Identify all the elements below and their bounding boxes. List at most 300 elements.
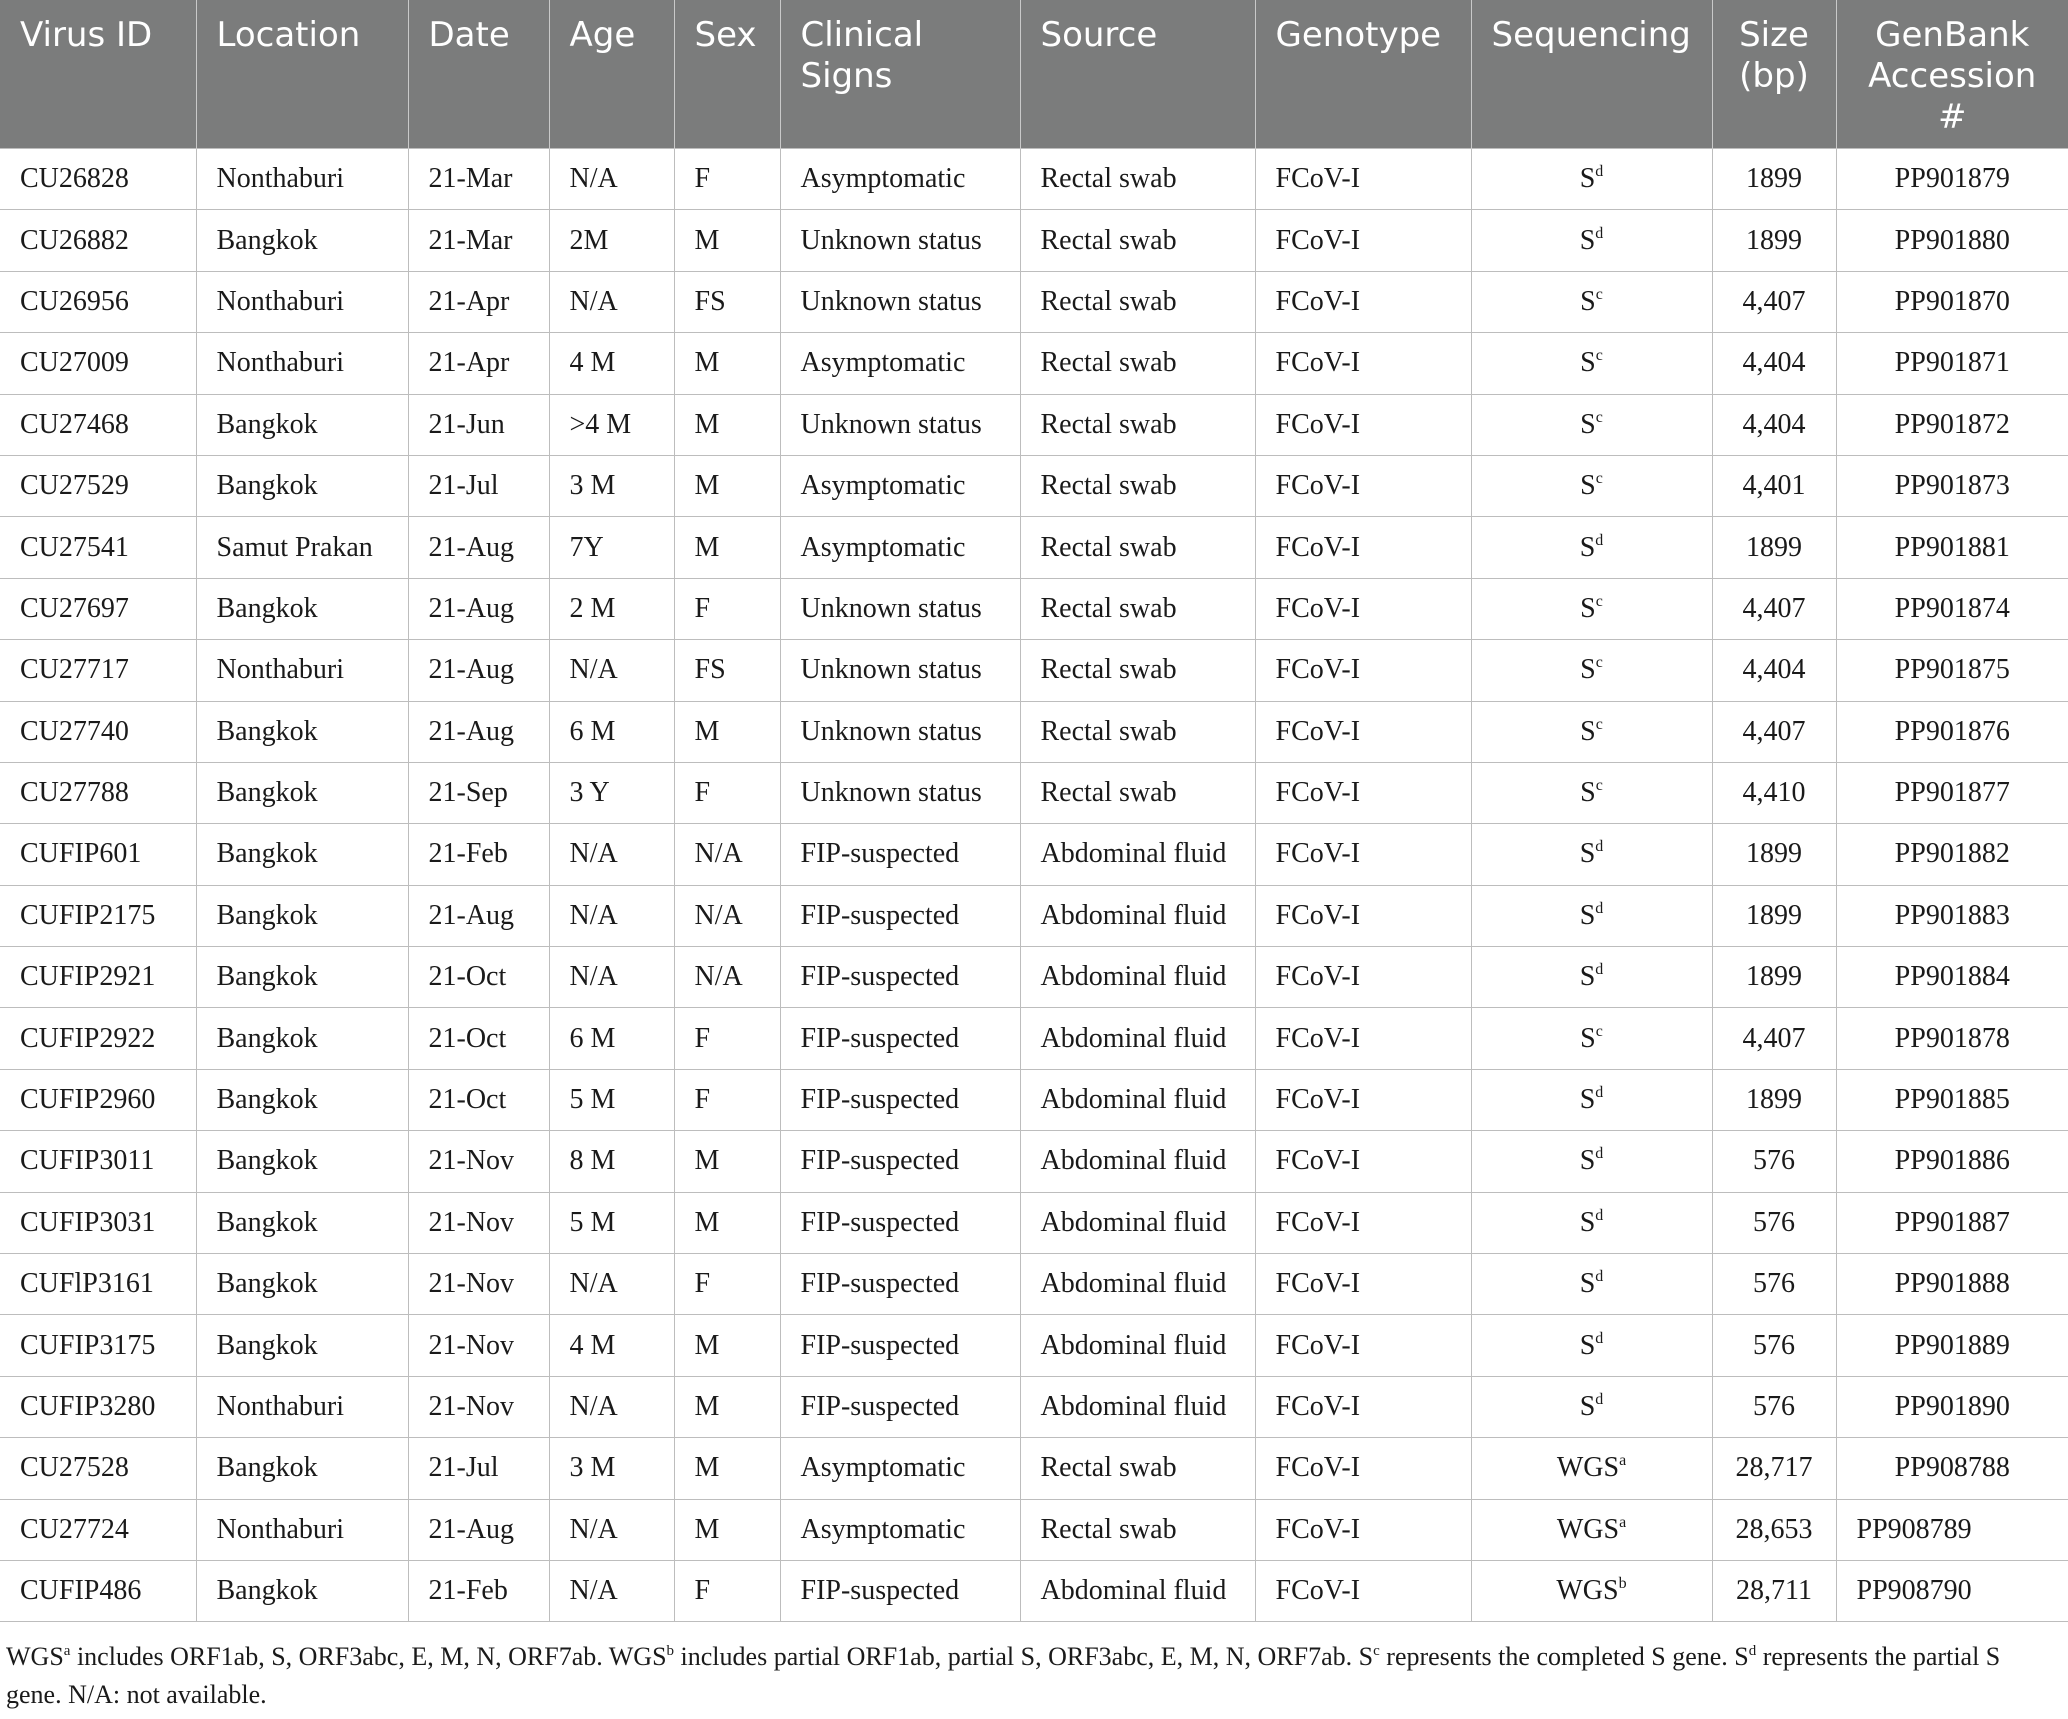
cell-sequencing [1471, 333, 1712, 394]
cell-virus-id: CUFIP486 [0, 1560, 196, 1621]
cell-age: 4 M [549, 1315, 674, 1376]
cell-age: N/A [549, 640, 674, 701]
cell-sequencing [1471, 762, 1712, 823]
table-header-row [0, 0, 2068, 149]
cell-clinical-signs: Unknown status [780, 701, 1020, 762]
cell-genotype: FCoV-I [1255, 1131, 1471, 1192]
cell-virus-id: CU27788 [0, 762, 196, 823]
cell-size: 1899 [1712, 149, 1836, 210]
cell-genotype: FCoV-I [1255, 762, 1471, 823]
cell-virus-id: CUFlP3161 [0, 1254, 196, 1315]
cell-source: Abdominal fluid [1020, 1560, 1255, 1621]
cell-clinical-signs: Unknown status [780, 210, 1020, 271]
cell-genbank-accession: PP901883 [1836, 885, 2068, 946]
sequencing-label: WGS [1556, 1452, 1620, 1484]
cell-sex: M [674, 394, 780, 455]
sequencing-superscript: d [1595, 1329, 1604, 1347]
cell-sex: FS [674, 271, 780, 332]
cell-size: 576 [1712, 1254, 1836, 1315]
cell-genbank-accession: PP908788 [1836, 1438, 2068, 1499]
cell-location: Bangkok [196, 1192, 408, 1253]
cell-genbank-accession: PP901881 [1836, 517, 2068, 578]
cell-age: N/A [549, 947, 674, 1008]
cell-location: Bangkok [196, 1069, 408, 1130]
cell-sequencing [1471, 1438, 1712, 1499]
sequencing-label: S [1579, 1329, 1596, 1361]
cell-source: Rectal swab [1020, 578, 1255, 639]
cell-sex: M [674, 455, 780, 516]
cell-age: >4 M [549, 394, 674, 455]
cell-date: 21-Aug [408, 578, 549, 639]
cell-sequencing [1471, 1376, 1712, 1437]
cell-genbank-accession: PP901879 [1836, 149, 2068, 210]
sequencing-label: S [1580, 408, 1596, 440]
cell-genbank-accession: PP901889 [1836, 1315, 2068, 1376]
cell-virus-id: CU27009 [0, 333, 196, 394]
header-sex: Sex [674, 0, 780, 149]
cell-genbank-accession: PP901878 [1836, 1008, 2068, 1069]
cell-date: 21-Apr [408, 271, 549, 332]
cell-source: Abdominal fluid [1020, 1069, 1255, 1130]
sequencing-label: S [1579, 899, 1596, 931]
cell-source: Rectal swab [1020, 210, 1255, 271]
cell-location: Bangkok [196, 701, 408, 762]
table-row [0, 1376, 2068, 1437]
cell-genbank-accession: PP901875 [1836, 640, 2068, 701]
header-location: Location [196, 0, 408, 149]
sequencing-superscript: d [1595, 1391, 1604, 1408]
cell-source: Abdominal fluid [1020, 1315, 1255, 1376]
sequencing-label: S [1579, 1391, 1596, 1422]
sequencing-superscript: d [1595, 163, 1604, 181]
cell-source: Abdominal fluid [1020, 947, 1255, 1008]
sequencing-label: WGS [1556, 1575, 1619, 1607]
footnote-superscript: c [1373, 1643, 1380, 1659]
sequencing-label: S [1580, 1022, 1596, 1054]
cell-virus-id: CUFIP2921 [0, 947, 196, 1008]
cell-genbank-accession: PP901884 [1836, 947, 2068, 1008]
header-genbank-accession: GenBank Accession # [1836, 0, 2068, 149]
cell-date: 21-Oct [408, 947, 549, 1008]
cell-genotype: FCoV-I [1255, 1069, 1471, 1130]
sequencing-label: S [1580, 777, 1596, 809]
header-age: Age [549, 0, 674, 149]
cell-genbank-accession: PP901873 [1836, 455, 2068, 516]
cell-location: Bangkok [196, 1254, 408, 1315]
cell-genbank-accession: PP901885 [1836, 1069, 2068, 1130]
cell-date: 21-Aug [408, 640, 549, 701]
cell-age: N/A [549, 1254, 674, 1315]
cell-age: N/A [549, 885, 674, 946]
cell-date: 21-Oct [408, 1008, 549, 1069]
cell-virus-id: CU27717 [0, 640, 196, 701]
cell-size: 28,711 [1712, 1560, 1836, 1621]
cell-clinical-signs: FIP-suspected [780, 1315, 1020, 1376]
cell-sequencing [1471, 1254, 1712, 1315]
sequencing-superscript: d [1595, 1206, 1604, 1224]
cell-clinical-signs: FIP-suspected [780, 1131, 1020, 1192]
sequencing-superscript: c [1595, 777, 1603, 795]
sequencing-superscript: d [1595, 1084, 1604, 1102]
cell-genotype: FCoV-I [1255, 1254, 1471, 1315]
cell-size: 4,404 [1712, 640, 1836, 701]
cell-genotype: FCoV-I [1255, 455, 1471, 516]
cell-genotype: FCoV-I [1255, 947, 1471, 1008]
cell-size: 4,401 [1712, 455, 1836, 516]
cell-sequencing [1471, 701, 1712, 762]
table-row [0, 701, 2068, 762]
cell-location: Samut Prakan [196, 517, 408, 578]
cell-clinical-signs: Unknown status [780, 394, 1020, 455]
cell-location: Bangkok [196, 1315, 408, 1376]
cell-source: Abdominal fluid [1020, 1192, 1255, 1253]
cell-source: Abdominal fluid [1020, 1008, 1255, 1069]
cell-genotype: FCoV-I [1255, 701, 1471, 762]
cell-date: 21-Jul [408, 455, 549, 516]
table-row [0, 947, 2068, 1008]
cell-virus-id: CUFIP2175 [0, 885, 196, 946]
cell-genotype: FCoV-I [1255, 1315, 1471, 1376]
cell-date: 21-Nov [408, 1376, 549, 1437]
cell-sex: F [674, 1008, 780, 1069]
cell-clinical-signs: FIP-suspected [780, 1254, 1020, 1315]
cell-sequencing [1471, 1560, 1712, 1621]
cell-date: 21-Aug [408, 1499, 549, 1560]
header-sequencing: Sequencing [1471, 0, 1712, 149]
cell-sequencing [1471, 1499, 1712, 1560]
cell-date: 21-Sep [408, 762, 549, 823]
table-row [0, 517, 2068, 578]
cell-sex: M [674, 333, 780, 394]
cell-source: Rectal swab [1020, 394, 1255, 455]
cell-date: 21-Nov [408, 1192, 549, 1253]
cell-virus-id: CUFIP2960 [0, 1069, 196, 1130]
sequencing-label: S [1579, 224, 1596, 256]
sequencing-superscript: c [1595, 470, 1603, 488]
table-row [0, 1560, 2068, 1621]
sequencing-superscript: d [1595, 961, 1604, 979]
table-row [0, 1438, 2068, 1499]
sequencing-label: S [1579, 531, 1596, 563]
cell-virus-id: CUFIP3011 [0, 1131, 196, 1192]
cell-age: N/A [549, 1560, 674, 1621]
sequencing-superscript: c [1595, 715, 1603, 733]
cell-age: 7Y [549, 517, 674, 578]
table-row [0, 578, 2068, 639]
cell-sex: M [674, 210, 780, 271]
cell-genbank-accession: PP901882 [1836, 824, 2068, 885]
cell-clinical-signs: FIP-suspected [780, 824, 1020, 885]
cell-genotype: FCoV-I [1255, 578, 1471, 639]
cell-source: Rectal swab [1020, 762, 1255, 823]
cell-sequencing [1471, 271, 1712, 332]
cell-date: 21-Nov [408, 1131, 549, 1192]
cell-genotype: FCoV-I [1255, 1499, 1471, 1560]
cell-clinical-signs: Asymptomatic [780, 517, 1020, 578]
cell-sex: N/A [674, 824, 780, 885]
cell-size: 4,404 [1712, 394, 1836, 455]
sequencing-superscript: b [1618, 1575, 1627, 1593]
cell-source: Rectal swab [1020, 271, 1255, 332]
cell-genotype: FCoV-I [1255, 1376, 1471, 1437]
table-body [0, 149, 2068, 1622]
cell-size: 1899 [1712, 1069, 1836, 1130]
cell-genotype: FCoV-I [1255, 394, 1471, 455]
cell-sequencing [1471, 455, 1712, 516]
sequencing-superscript: a [1619, 1452, 1627, 1470]
cell-size: 1899 [1712, 885, 1836, 946]
cell-sex: M [674, 517, 780, 578]
sequencing-label: S [1580, 470, 1596, 502]
cell-virus-id: CU26956 [0, 271, 196, 332]
cell-virus-id: CU27528 [0, 1438, 196, 1499]
footnote-text: includes ORF1ab, S, ORF3abc, E, M, N, ORF7ab. WGS [70, 1642, 667, 1671]
cell-age: 3 Y [549, 762, 674, 823]
cell-age: N/A [549, 824, 674, 885]
cell-genotype: FCoV-I [1255, 271, 1471, 332]
table-row [0, 640, 2068, 701]
table-row [0, 1069, 2068, 1130]
table-row [0, 1499, 2068, 1560]
table-row [0, 210, 2068, 271]
cell-age: 5 M [549, 1069, 674, 1130]
cell-sex: M [674, 1438, 780, 1499]
cell-genbank-accession: PP901886 [1836, 1131, 2068, 1192]
cell-sequencing [1471, 1315, 1712, 1376]
cell-clinical-signs: FIP-suspected [780, 885, 1020, 946]
table-row [0, 1254, 2068, 1315]
cell-source: Abdominal fluid [1020, 1131, 1255, 1192]
cell-size: 1899 [1712, 947, 1836, 1008]
cell-date: 21-Feb [408, 824, 549, 885]
cell-age: 6 M [549, 701, 674, 762]
cell-virus-id: CU27724 [0, 1499, 196, 1560]
cell-date: 21-Aug [408, 701, 549, 762]
cell-sex: M [674, 1131, 780, 1192]
table-row [0, 824, 2068, 885]
cell-size: 1899 [1712, 517, 1836, 578]
cell-size: 4,407 [1712, 1008, 1836, 1069]
cell-date: 21-Feb [408, 1560, 549, 1621]
cell-age: 3 M [549, 1438, 674, 1499]
cell-age: 4 M [549, 333, 674, 394]
cell-genbank-accession: PP901890 [1836, 1376, 2068, 1437]
cell-location: Nonthaburi [196, 149, 408, 210]
cell-genotype: FCoV-I [1255, 1560, 1471, 1621]
cell-virus-id: CUFIP3175 [0, 1315, 196, 1376]
cell-clinical-signs: FIP-suspected [780, 1008, 1020, 1069]
cell-location: Bangkok [196, 1131, 408, 1192]
cell-sex: M [674, 1376, 780, 1437]
cell-date: 21-Oct [408, 1069, 549, 1130]
cell-location: Bangkok [196, 1438, 408, 1499]
cell-sex: F [674, 1254, 780, 1315]
table-row [0, 455, 2068, 516]
cell-date: 21-Aug [408, 885, 549, 946]
cell-size: 4,407 [1712, 701, 1836, 762]
cell-genbank-accession: PP901870 [1836, 271, 2068, 332]
header-size: Size (bp) [1712, 0, 1836, 149]
cell-sequencing [1471, 885, 1712, 946]
cell-source: Abdominal fluid [1020, 824, 1255, 885]
cell-source: Rectal swab [1020, 517, 1255, 578]
table-row [0, 762, 2068, 823]
cell-location: Bangkok [196, 455, 408, 516]
cell-location: Nonthaburi [196, 333, 408, 394]
cell-virus-id: CU27740 [0, 701, 196, 762]
cell-date: 21-Mar [408, 210, 549, 271]
cell-size: 4,410 [1712, 762, 1836, 823]
cell-date: 21-Jul [408, 1438, 549, 1499]
cell-location: Bangkok [196, 824, 408, 885]
sequencing-label: S [1580, 347, 1596, 379]
cell-age: 6 M [549, 1008, 674, 1069]
cell-sex: F [674, 578, 780, 639]
sequencing-label: WGS [1556, 1513, 1620, 1545]
sequencing-superscript: c [1595, 347, 1603, 365]
cell-date: 21-Aug [408, 517, 549, 578]
cell-age: 2M [549, 210, 674, 271]
cell-size: 4,407 [1712, 271, 1836, 332]
sequencing-label: S [1579, 961, 1596, 993]
cell-genotype: FCoV-I [1255, 824, 1471, 885]
table-row [0, 333, 2068, 394]
sequencing-label: S [1579, 838, 1596, 870]
cell-genbank-accession: PP901887 [1836, 1192, 2068, 1253]
cell-location: Bangkok [196, 210, 408, 271]
cell-sex: M [674, 1192, 780, 1253]
cell-date: 21-Jun [408, 394, 549, 455]
footnote-text: represents the completed S gene. S [1379, 1642, 1749, 1671]
cell-location: Nonthaburi [196, 1499, 408, 1560]
cell-genotype: FCoV-I [1255, 885, 1471, 946]
cell-location: Bangkok [196, 394, 408, 455]
cell-sex: F [674, 762, 780, 823]
cell-sequencing [1471, 824, 1712, 885]
header-virus-id: Virus ID [0, 0, 196, 149]
cell-sequencing [1471, 517, 1712, 578]
cell-virus-id: CU26882 [0, 210, 196, 271]
cell-genotype: FCoV-I [1255, 1192, 1471, 1253]
sequencing-label: S [1580, 592, 1596, 624]
sequencing-label: S [1580, 654, 1596, 686]
cell-clinical-signs: Unknown status [780, 640, 1020, 701]
cell-source: Rectal swab [1020, 1438, 1255, 1499]
cell-sex: N/A [674, 947, 780, 1008]
cell-source: Rectal swab [1020, 149, 1255, 210]
cell-genotype: FCoV-I [1255, 1008, 1471, 1069]
sequencing-label: S [1580, 285, 1596, 317]
sequencing-superscript: d [1595, 899, 1604, 917]
cell-clinical-signs: Asymptomatic [780, 149, 1020, 210]
cell-clinical-signs: Asymptomatic [780, 333, 1020, 394]
cell-source: Rectal swab [1020, 455, 1255, 516]
sequencing-superscript: d [1595, 838, 1604, 856]
cell-sequencing [1471, 149, 1712, 210]
sequencing-superscript: c [1595, 1022, 1603, 1040]
cell-age: N/A [549, 271, 674, 332]
header-date: Date [408, 0, 549, 149]
footnote-superscript: b [666, 1643, 675, 1659]
cell-clinical-signs: Asymptomatic [780, 1499, 1020, 1560]
table-row [0, 885, 2068, 946]
sequencing-label: S [1579, 1268, 1596, 1300]
cell-source: Abdominal fluid [1020, 1376, 1255, 1437]
table-row [0, 1192, 2068, 1253]
cell-date: 21-Apr [408, 333, 549, 394]
cell-virus-id: CU27468 [0, 394, 196, 455]
cell-location: Nonthaburi [196, 640, 408, 701]
cell-genotype: FCoV-I [1255, 210, 1471, 271]
cell-genbank-accession: PP901877 [1836, 762, 2068, 823]
cell-genbank-accession: PP901880 [1836, 210, 2068, 271]
cell-sequencing [1471, 578, 1712, 639]
cell-clinical-signs: Unknown status [780, 762, 1020, 823]
cell-size: 576 [1712, 1315, 1836, 1376]
cell-source: Abdominal fluid [1020, 885, 1255, 946]
cell-sex: F [674, 149, 780, 210]
sequencing-label: S [1579, 163, 1596, 195]
cell-location: Nonthaburi [196, 271, 408, 332]
cell-size: 576 [1712, 1192, 1836, 1253]
table-row [0, 149, 2068, 210]
cell-sex: FS [674, 640, 780, 701]
footnote-text: WGS [6, 1642, 64, 1671]
cell-clinical-signs: FIP-suspected [780, 1560, 1020, 1621]
cell-age: N/A [549, 1376, 674, 1437]
table-row [0, 394, 2068, 455]
cell-genbank-accession: PP908789 [1836, 1499, 2068, 1560]
footnote-text: represents the partial S gene. N/A: not available. [6, 1642, 2001, 1709]
cell-location: Bangkok [196, 947, 408, 1008]
cell-location: Bangkok [196, 1560, 408, 1621]
cell-sequencing [1471, 1192, 1712, 1253]
cell-source: Rectal swab [1020, 1499, 1255, 1560]
cell-sequencing [1471, 640, 1712, 701]
cell-sex: M [674, 701, 780, 762]
cell-genotype: FCoV-I [1255, 1438, 1471, 1499]
sequencing-superscript: d [1595, 531, 1604, 549]
cell-age: 8 M [549, 1131, 674, 1192]
cell-virus-id: CU27697 [0, 578, 196, 639]
header-source: Source [1020, 0, 1255, 149]
cell-genbank-accession: PP908790 [1836, 1560, 2068, 1621]
cell-source: Rectal swab [1020, 701, 1255, 762]
sequencing-superscript: c [1595, 654, 1603, 672]
table-footnote [6, 1638, 2056, 1714]
cell-sex: F [674, 1069, 780, 1130]
cell-age: 2 M [549, 578, 674, 639]
cell-size: 28,717 [1712, 1438, 1836, 1499]
footnote-superscript: a [63, 1643, 71, 1659]
cell-location: Bangkok [196, 578, 408, 639]
sequencing-label: S [1579, 1084, 1596, 1116]
cell-sequencing [1471, 1069, 1712, 1130]
cell-age: N/A [549, 149, 674, 210]
cell-virus-id: CUFIP3031 [0, 1192, 196, 1253]
cell-virus-id: CU27529 [0, 455, 196, 516]
cell-sequencing [1471, 1008, 1712, 1069]
sequencing-superscript: d [1595, 224, 1604, 242]
cell-size: 1899 [1712, 210, 1836, 271]
sequencing-superscript: d [1595, 1145, 1604, 1163]
cell-sequencing [1471, 1131, 1712, 1192]
cell-size: 576 [1712, 1376, 1836, 1437]
sequencing-superscript: a [1619, 1513, 1627, 1531]
cell-clinical-signs: Asymptomatic [780, 455, 1020, 516]
cell-genbank-accession: PP901874 [1836, 578, 2068, 639]
cell-clinical-signs: Unknown status [780, 271, 1020, 332]
